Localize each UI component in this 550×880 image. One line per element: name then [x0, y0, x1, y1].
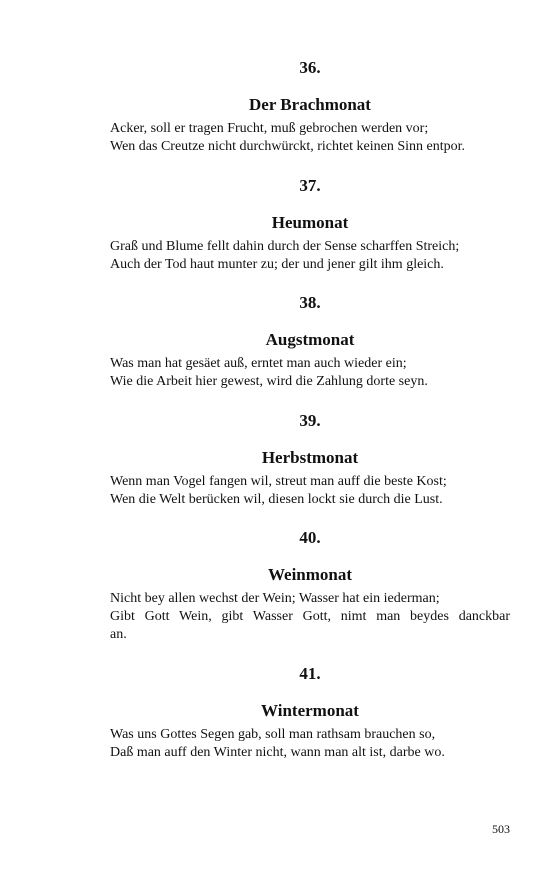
poem-title: Der Brachmonat — [249, 95, 371, 114]
poem-number: 40. — [299, 528, 321, 547]
verse-line: Gibt Gott Wein, gibt Wasser Gott, nimt man beydes danckbar — [110, 609, 510, 624]
verse-line: Was man hat gesäet auß, erntet man auch wieder ein; — [110, 356, 407, 371]
verse-line: Wenn man Vogel fangen wil, streut man auff die beste Kost; — [110, 474, 447, 489]
verse-line: Daß man auff den Winter nicht, wann man alt ist, darbe wo. — [110, 745, 445, 760]
poem-number: 38. — [299, 293, 321, 312]
poem-verse — [110, 590, 510, 644]
poem-title: Augstmonat — [265, 330, 355, 349]
poem-number: 39. — [299, 411, 321, 430]
verse-line: Was uns Gottes Segen gab, soll man rathsam brauchen so, — [110, 727, 436, 742]
poem-number: 37. — [299, 176, 321, 195]
poem-number: 36. — [299, 58, 321, 77]
verse-line: Wie die Arbeit hier gewest, wird die Zahlung dorte seyn. — [110, 374, 428, 389]
poem-verse — [110, 726, 510, 762]
poem-verse — [110, 120, 510, 156]
poem-39 — [110, 411, 510, 509]
poem-38 — [110, 293, 510, 391]
poem-verse — [110, 473, 510, 509]
poem-title: Weinmonat — [267, 565, 353, 584]
poem-title: Wintermonat — [261, 701, 359, 720]
poem-36 — [110, 58, 510, 156]
verse-line: Acker, soll er tragen Frucht, muß gebrochen werden vor; — [110, 121, 429, 136]
poem-title: Herbstmonat — [261, 448, 359, 467]
verse-line: Wen die Welt berücken wil, diesen lockt sie durch die Lust. — [110, 492, 443, 507]
verse-line: Wen das Creutze nicht durchwürckt, richtet keinen Sinn entpor. — [110, 139, 465, 154]
poem-37 — [110, 176, 510, 274]
page-number: 503 — [492, 822, 510, 836]
verse-line: Graß und Blume fellt dahin durch der Sense scharffen Streich; — [110, 239, 460, 254]
poem-title: Heumonat — [271, 213, 349, 232]
poem-verse — [110, 355, 510, 391]
poem-41 — [110, 664, 510, 762]
verse-line: Nicht bey allen wechst der Wein; Wasser hat ein iederman; — [110, 591, 440, 606]
poem-40 — [110, 528, 510, 644]
verse-line: Auch der Tod haut munter zu; der und jener gilt ihm gleich. — [110, 257, 444, 272]
poem-verse — [110, 238, 510, 274]
verse-line: an. — [110, 627, 127, 642]
poem-number: 41. — [299, 664, 321, 683]
